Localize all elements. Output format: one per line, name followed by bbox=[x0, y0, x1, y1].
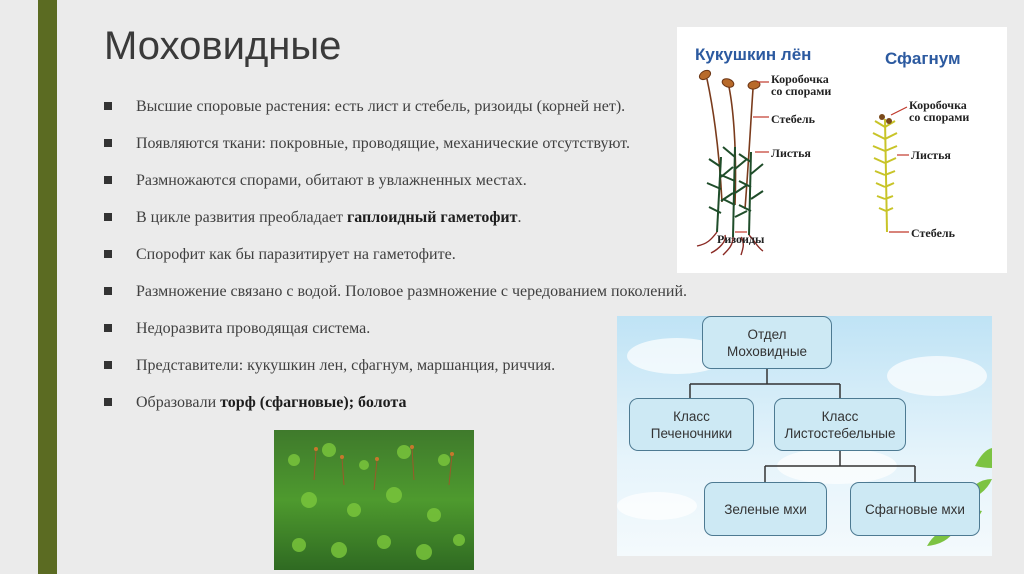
bullet-marker bbox=[104, 250, 112, 258]
bullet-item bbox=[104, 355, 684, 392]
bullet-item bbox=[104, 244, 684, 281]
bullet-marker bbox=[104, 176, 112, 184]
class-liverworts-line1: Класс bbox=[673, 408, 710, 424]
sphagnum-mosses-node bbox=[850, 482, 980, 536]
polytrichum-capsule-label: Коробочка bbox=[771, 72, 829, 86]
sphagnum-capsule-label-2: со спорами bbox=[909, 110, 970, 124]
bullet-text: Недоразвита проводящая система. bbox=[136, 320, 371, 337]
polytrichum-rhizoids-label: Ризоиды bbox=[717, 232, 765, 246]
bullet-item bbox=[104, 392, 684, 429]
sphagnum-leaves-label: Листья bbox=[911, 148, 951, 162]
sphagnum-title: Сфагнум bbox=[885, 49, 961, 68]
bullet-text: Представители: кукушкин лен, сфагнум, маршанция, риччия. bbox=[136, 357, 556, 374]
sphagnum-stem-label: Стебель bbox=[911, 226, 955, 240]
bullet-bold-text: торф (сфагновые); болота bbox=[220, 394, 407, 411]
sphagnum-capsule-label: Коробочка bbox=[909, 98, 967, 112]
polytrichum-stem-label: Стебель bbox=[771, 112, 815, 126]
bullet-item bbox=[104, 170, 684, 207]
bullet-text: Размножаются спорами, обитают в увлажненных местах. bbox=[136, 172, 527, 189]
bullet-marker bbox=[104, 102, 112, 110]
bullet-list bbox=[104, 96, 688, 429]
polytrichum-leaves-label: Листья bbox=[771, 146, 811, 160]
bullet-text: В цикле развития преобладает bbox=[136, 209, 347, 226]
moss-illustration bbox=[677, 27, 1007, 273]
class-leafy-node bbox=[774, 398, 906, 451]
bullet-text: . bbox=[517, 209, 522, 226]
bullet-item bbox=[104, 281, 688, 318]
accent-bar bbox=[38, 0, 57, 574]
division-node bbox=[702, 316, 832, 369]
division-label-line1: Отдел bbox=[747, 326, 787, 342]
sphagnum-mosses-label: Сфагновые мхи bbox=[865, 501, 965, 517]
green-mosses-label: Зеленые мхи bbox=[724, 501, 807, 517]
division-label-line2: Моховидные bbox=[726, 343, 808, 359]
bullet-marker bbox=[104, 361, 112, 369]
green-mosses-node bbox=[704, 482, 827, 536]
bullet-text: Размножение связано с водой. Половое размножение с чередованием поколений. bbox=[136, 283, 688, 300]
moss-photo bbox=[274, 430, 474, 570]
bullet-item bbox=[104, 318, 684, 355]
class-liverworts-node bbox=[629, 398, 754, 451]
class-liverworts-line2: Печеночники bbox=[650, 425, 733, 441]
bullet-text: Спорофит как бы паразитирует на гаметофите. bbox=[136, 246, 456, 263]
bullet-marker bbox=[104, 213, 112, 221]
bullet-text: Образовали bbox=[136, 394, 221, 411]
bullet-text: Высшие споровые растения: есть лист и стебель, ризоиды (корней нет). bbox=[136, 98, 626, 115]
class-leafy-line1: Класс bbox=[821, 408, 859, 424]
bullet-item bbox=[104, 96, 684, 133]
bullet-item bbox=[104, 133, 684, 170]
bullet-item bbox=[104, 207, 684, 244]
bullet-marker bbox=[104, 398, 112, 406]
bullet-text: Появляются ткани: покровные, проводящие, механические отсутствуют. bbox=[136, 135, 631, 152]
class-leafy-line2: Листостебельные bbox=[784, 425, 896, 441]
bullet-bold-text: гаплоидный гаметофит bbox=[346, 209, 518, 226]
bullet-marker bbox=[104, 324, 112, 332]
classification-diagram bbox=[617, 316, 992, 556]
page-title: Моховидные bbox=[104, 24, 342, 68]
polytrichum-capsule-label-2: со спорами bbox=[771, 84, 832, 98]
polytrichum-title: Кукушкин лён bbox=[695, 45, 812, 64]
bullet-marker bbox=[104, 139, 112, 147]
bullet-marker bbox=[104, 287, 112, 295]
